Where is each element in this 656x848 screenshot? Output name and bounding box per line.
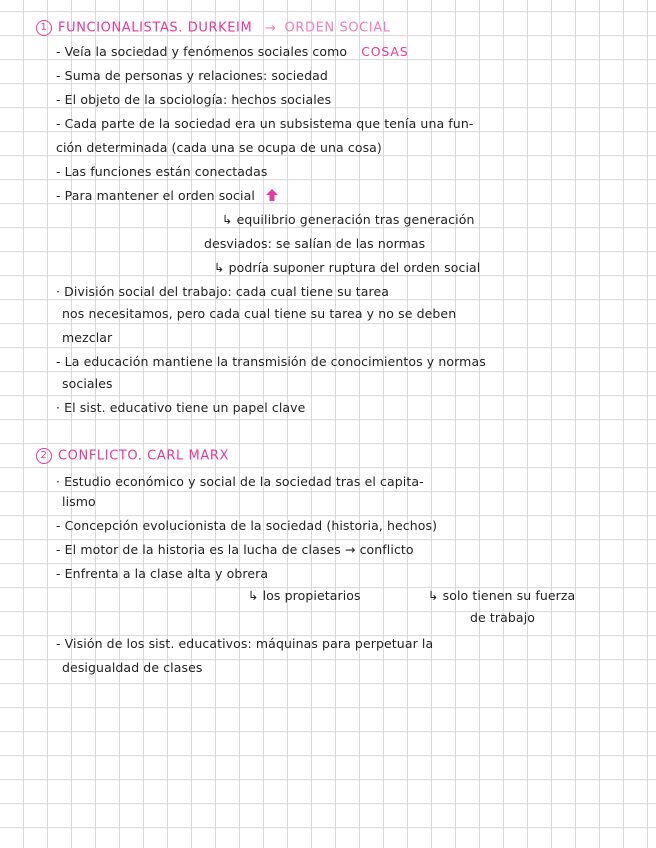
note-line: - El motor de la historia es la lucha de clases → conflicto (56, 542, 414, 557)
note-line: - Concepción evolucionista de la sociedad (historia, hechos) (56, 518, 438, 533)
note-line: ción determinada (cada una se ocupa de una cosa) (56, 140, 382, 155)
highlight-word: COSAS (361, 44, 409, 59)
note-line (428, 588, 575, 604)
note-line: - Suma de personas y relaciones: sociedad (56, 68, 328, 83)
section-title: CONFLICTO. CARL MARX (58, 448, 230, 464)
note-line: - La educación mantiene la transmisión de conocimientos y normas (56, 354, 486, 369)
note-text: podría suponer ruptura del orden social (228, 260, 481, 275)
return-arrow-icon: ↳ (248, 588, 259, 603)
note-text: los propietarios (262, 588, 361, 603)
section-number-badge: 2 (36, 448, 52, 464)
note-text: - Para mantener el orden social (56, 188, 255, 203)
section-2-heading (36, 448, 229, 465)
note-line (222, 212, 474, 228)
return-arrow-icon: ↳ (222, 212, 233, 227)
note-line: · El sist. educativo tiene un papel clave (56, 400, 306, 415)
note-line: · Estudio económico y social de la sociedad tras el capita- (56, 474, 424, 489)
note-line: de trabajo (470, 610, 536, 625)
return-arrow-icon: ↳ (214, 260, 225, 275)
arrow-up-icon (265, 188, 279, 206)
note-line: desigualdad de clases (62, 660, 203, 675)
note-line: mezclar (62, 330, 113, 345)
note-line: - Enfrenta a la clase alta y obrera (56, 566, 269, 581)
section-subtitle: ORDEN SOCIAL (284, 20, 391, 36)
return-arrow-icon: ↳ (428, 588, 439, 603)
note-line (56, 44, 409, 60)
note-line (56, 188, 279, 206)
section-1-heading (36, 20, 391, 37)
note-line: · División social del trabajo: cada cual tiene su tarea (56, 284, 390, 299)
note-line: lismo (62, 494, 96, 509)
note-line: - Visión de los sist. educativos: máquinas para perpetuar la (56, 636, 434, 651)
note-line: nos necesitamos, pero cada cual tiene su tarea y no se deben (62, 306, 457, 321)
arrow-right-icon: → (265, 20, 277, 36)
section-number-badge: 1 (36, 20, 52, 36)
note-line: - Las funciones están conectadas (56, 164, 268, 179)
note-line: desviados: se salían de las normas (204, 236, 426, 251)
note-line (248, 588, 361, 604)
note-line: - Cada parte de la sociedad era un subsistema que tenía una fun- (56, 116, 474, 131)
note-text: - Veía la sociedad y fenómenos sociales como (56, 44, 348, 59)
note-text: equilibrio generación tras generación (236, 212, 475, 227)
note-line (214, 260, 480, 276)
note-line: - El objeto de la sociología: hechos sociales (56, 92, 332, 107)
note-line: sociales (62, 376, 113, 391)
note-text: solo tienen su fuerza (442, 588, 576, 603)
section-title: FUNCIONALISTAS. DURKEIM (58, 20, 253, 36)
